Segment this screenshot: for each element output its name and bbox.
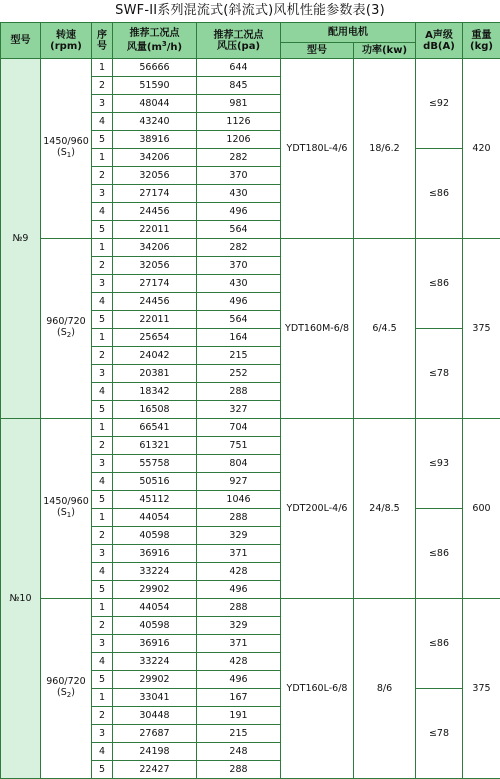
- pressure-cell: 288: [197, 383, 281, 401]
- pressure-cell: 288: [197, 599, 281, 617]
- pressure-cell: 370: [197, 257, 281, 275]
- air-flow-cell: 22011: [113, 311, 197, 329]
- air-flow-cell: 33224: [113, 653, 197, 671]
- seq-cell: 3: [92, 95, 113, 113]
- seq-cell: 4: [92, 203, 113, 221]
- table-body: [1, 59, 500, 779]
- speed-note-letter: (S: [57, 687, 67, 698]
- air-flow-cell: 44054: [113, 509, 197, 527]
- seq-cell: 2: [92, 167, 113, 185]
- weight-cell: 375: [463, 599, 500, 779]
- header-weight: [463, 23, 500, 59]
- pressure-cell: 327: [197, 401, 281, 419]
- seq-cell: 5: [92, 491, 113, 509]
- table-row: [1, 419, 500, 437]
- air-flow-cell: 66541: [113, 419, 197, 437]
- noise-cell: ≤78: [416, 329, 463, 419]
- seq-cell: 3: [92, 455, 113, 473]
- seq-cell: 3: [92, 185, 113, 203]
- air-flow-cell: 24198: [113, 743, 197, 761]
- motor-power-cell: 6/4.5: [354, 239, 416, 419]
- air-flow-cell: 34206: [113, 239, 197, 257]
- seq-cell: 4: [92, 293, 113, 311]
- air-flow-cell: 29902: [113, 581, 197, 599]
- header-noise: [416, 23, 463, 59]
- pressure-cell: 248: [197, 743, 281, 761]
- air-flow-cell: 27687: [113, 725, 197, 743]
- air-flow-text: 风量(m: [127, 42, 162, 53]
- header-rec-point-1: 推荐工况点: [130, 28, 180, 39]
- header-motor: 配用电机: [281, 23, 416, 43]
- weight-cell: 420: [463, 59, 500, 239]
- speed-cell: [41, 419, 92, 599]
- speed-note: [57, 507, 75, 518]
- speed-note-subscript: 1: [67, 511, 71, 519]
- motor-model-cell: YDT180L-4/6: [281, 59, 354, 239]
- seq-cell: 4: [92, 113, 113, 131]
- header-seq: [92, 23, 113, 59]
- table-row: [1, 59, 500, 77]
- air-flow-cell: 56666: [113, 59, 197, 77]
- air-flow-cell: 24042: [113, 347, 197, 365]
- motor-power-cell: 18/6.2: [354, 59, 416, 239]
- pressure-cell: 1046: [197, 491, 281, 509]
- air-flow-cell: 32056: [113, 167, 197, 185]
- air-flow-cell: 24456: [113, 203, 197, 221]
- seq-cell: 5: [92, 671, 113, 689]
- air-flow-cell: 61321: [113, 437, 197, 455]
- noise-cell: ≤86: [416, 509, 463, 599]
- speed-value: 960/720: [46, 676, 85, 687]
- noise-cell: ≤78: [416, 689, 463, 779]
- air-flow-cell: 25654: [113, 329, 197, 347]
- header-air-flow-label: [127, 42, 182, 53]
- pressure-cell: 288: [197, 761, 281, 779]
- seq-cell: 4: [92, 473, 113, 491]
- speed-note-subscript: 1: [67, 151, 71, 159]
- pressure-cell: 430: [197, 185, 281, 203]
- pressure-cell: 252: [197, 365, 281, 383]
- air-flow-cell: 51590: [113, 77, 197, 95]
- pressure-cell: 370: [197, 167, 281, 185]
- air-flow-cell: 55758: [113, 455, 197, 473]
- pressure-cell: 215: [197, 725, 281, 743]
- speed-note-subscript: 2: [67, 691, 71, 699]
- speed-note: [57, 327, 75, 338]
- pressure-cell: 282: [197, 149, 281, 167]
- air-flow-cell: 20381: [113, 365, 197, 383]
- weight-cell: 600: [463, 419, 500, 599]
- speed-note-end: ): [71, 147, 75, 158]
- speed-cell: [41, 239, 92, 419]
- pressure-cell: 496: [197, 203, 281, 221]
- seq-cell: 1: [92, 59, 113, 77]
- air-flow-cell: 36916: [113, 635, 197, 653]
- air-flow-cell: 36916: [113, 545, 197, 563]
- air-flow-cell: 45112: [113, 491, 197, 509]
- pressure-cell: 804: [197, 455, 281, 473]
- header-weight-label: 重量: [472, 30, 492, 41]
- seq-cell: 1: [92, 689, 113, 707]
- header-speed-unit: (rpm): [50, 41, 82, 52]
- header-speed-label: 转速: [56, 30, 76, 41]
- speed-note-letter: (S: [57, 327, 67, 338]
- air-flow-cell: 33041: [113, 689, 197, 707]
- air-flow-cell: 27174: [113, 275, 197, 293]
- motor-model-cell: YDT200L-4/6: [281, 419, 354, 599]
- seq-cell: 5: [92, 221, 113, 239]
- pressure-cell: 288: [197, 509, 281, 527]
- air-flow-cell: 22427: [113, 761, 197, 779]
- noise-cell: ≤93: [416, 419, 463, 509]
- noise-cell: ≤86: [416, 599, 463, 689]
- pressure-cell: 430: [197, 275, 281, 293]
- seq-cell: 2: [92, 707, 113, 725]
- header-noise-label: A声级: [425, 30, 453, 41]
- pressure-cell: 371: [197, 635, 281, 653]
- air-flow-cell: 40598: [113, 527, 197, 545]
- header-seq-line2: 号: [97, 41, 107, 52]
- air-flow-cell: 38916: [113, 131, 197, 149]
- pressure-cell: 1206: [197, 131, 281, 149]
- seq-cell: 4: [92, 383, 113, 401]
- air-flow-cell: 33224: [113, 563, 197, 581]
- speed-value: 960/720: [46, 316, 85, 327]
- seq-cell: 4: [92, 653, 113, 671]
- seq-cell: 3: [92, 725, 113, 743]
- noise-cell: ≤86: [416, 239, 463, 329]
- air-flow-cell: 30448: [113, 707, 197, 725]
- pressure-cell: 1126: [197, 113, 281, 131]
- header-motor-model: 型号: [281, 43, 354, 59]
- pressure-cell: 329: [197, 617, 281, 635]
- header-speed: [41, 23, 92, 59]
- header-pressure: [197, 23, 281, 59]
- seq-cell: 5: [92, 401, 113, 419]
- header-model: 型号: [1, 23, 41, 59]
- fan-model-cell: №10: [1, 419, 41, 779]
- speed-note-end: ): [71, 327, 75, 338]
- air-flow-cell: 44054: [113, 599, 197, 617]
- performance-table: [0, 22, 500, 779]
- pressure-cell: 215: [197, 347, 281, 365]
- pressure-cell: 496: [197, 671, 281, 689]
- seq-cell: 1: [92, 599, 113, 617]
- header-rec-point-2: 推荐工况点: [214, 30, 264, 41]
- air-flow-cell: 40598: [113, 617, 197, 635]
- seq-cell: 1: [92, 509, 113, 527]
- pressure-cell: 167: [197, 689, 281, 707]
- air-flow-cell: 29902: [113, 671, 197, 689]
- table-title: SWF-II系列混流式(斜流式)风机性能参数表(3): [0, 0, 500, 22]
- air-flow-cell: 18342: [113, 383, 197, 401]
- air-flow-cell: 16508: [113, 401, 197, 419]
- seq-cell: 1: [92, 329, 113, 347]
- seq-cell: 5: [92, 581, 113, 599]
- seq-cell: 4: [92, 743, 113, 761]
- weight-cell: 375: [463, 239, 500, 419]
- seq-cell: 3: [92, 365, 113, 383]
- noise-cell: ≤86: [416, 149, 463, 239]
- air-flow-unit: /h): [167, 42, 182, 53]
- seq-cell: 2: [92, 617, 113, 635]
- seq-cell: 2: [92, 347, 113, 365]
- speed-value: 1450/960: [43, 136, 89, 147]
- air-flow-cell: 48044: [113, 95, 197, 113]
- header-motor-power: 功率(kw): [354, 43, 416, 59]
- speed-note-subscript: 2: [67, 331, 71, 339]
- fan-model-cell: №9: [1, 59, 41, 419]
- speed-note-letter: (S: [57, 147, 67, 158]
- pressure-cell: 845: [197, 77, 281, 95]
- air-flow-cell: 43240: [113, 113, 197, 131]
- seq-cell: 1: [92, 239, 113, 257]
- pressure-cell: 428: [197, 653, 281, 671]
- header-weight-unit: (kg): [470, 41, 493, 52]
- seq-cell: 5: [92, 761, 113, 779]
- motor-model-cell: YDT160L-6/8: [281, 599, 354, 779]
- air-flow-cell: 32056: [113, 257, 197, 275]
- air-flow-cell: 50516: [113, 473, 197, 491]
- noise-cell: ≤92: [416, 59, 463, 149]
- pressure-cell: 371: [197, 545, 281, 563]
- pressure-cell: 927: [197, 473, 281, 491]
- speed-value: 1450/960: [43, 496, 89, 507]
- air-flow-cell: 27174: [113, 185, 197, 203]
- pressure-cell: 496: [197, 293, 281, 311]
- pressure-cell: 428: [197, 563, 281, 581]
- pressure-cell: 329: [197, 527, 281, 545]
- air-flow-cell: 34206: [113, 149, 197, 167]
- pressure-cell: 282: [197, 239, 281, 257]
- table-row: [1, 599, 500, 617]
- seq-cell: 2: [92, 77, 113, 95]
- seq-cell: 3: [92, 545, 113, 563]
- speed-note-end: ): [71, 687, 75, 698]
- speed-note-letter: (S: [57, 507, 67, 518]
- motor-model-cell: YDT160M-6/8: [281, 239, 354, 419]
- seq-cell: 3: [92, 635, 113, 653]
- pressure-cell: 704: [197, 419, 281, 437]
- seq-cell: 2: [92, 527, 113, 545]
- pressure-cell: 751: [197, 437, 281, 455]
- air-flow-cell: 22011: [113, 221, 197, 239]
- motor-power-cell: 24/8.5: [354, 419, 416, 599]
- air-flow-superscript: 3: [162, 40, 167, 48]
- air-flow-cell: 24456: [113, 293, 197, 311]
- seq-cell: 1: [92, 149, 113, 167]
- header-noise-unit: dB(A): [423, 41, 455, 52]
- header-seq-line1: 序: [97, 30, 107, 41]
- pressure-cell: 164: [197, 329, 281, 347]
- seq-cell: 3: [92, 275, 113, 293]
- header-pressure-label: 风压(pa): [217, 41, 260, 52]
- motor-power-cell: 8/6: [354, 599, 416, 779]
- speed-cell: [41, 59, 92, 239]
- header-air-flow: [113, 23, 197, 59]
- table-row: [1, 239, 500, 257]
- speed-note: [57, 687, 75, 698]
- seq-cell: 5: [92, 311, 113, 329]
- pressure-cell: 644: [197, 59, 281, 77]
- speed-note-end: ): [71, 507, 75, 518]
- pressure-cell: 496: [197, 581, 281, 599]
- pressure-cell: 564: [197, 221, 281, 239]
- pressure-cell: 981: [197, 95, 281, 113]
- seq-cell: 1: [92, 419, 113, 437]
- seq-cell: 4: [92, 563, 113, 581]
- pressure-cell: 191: [197, 707, 281, 725]
- seq-cell: 2: [92, 257, 113, 275]
- seq-cell: 5: [92, 131, 113, 149]
- seq-cell: 2: [92, 437, 113, 455]
- speed-note: [57, 147, 75, 158]
- speed-cell: [41, 599, 92, 779]
- pressure-cell: 564: [197, 311, 281, 329]
